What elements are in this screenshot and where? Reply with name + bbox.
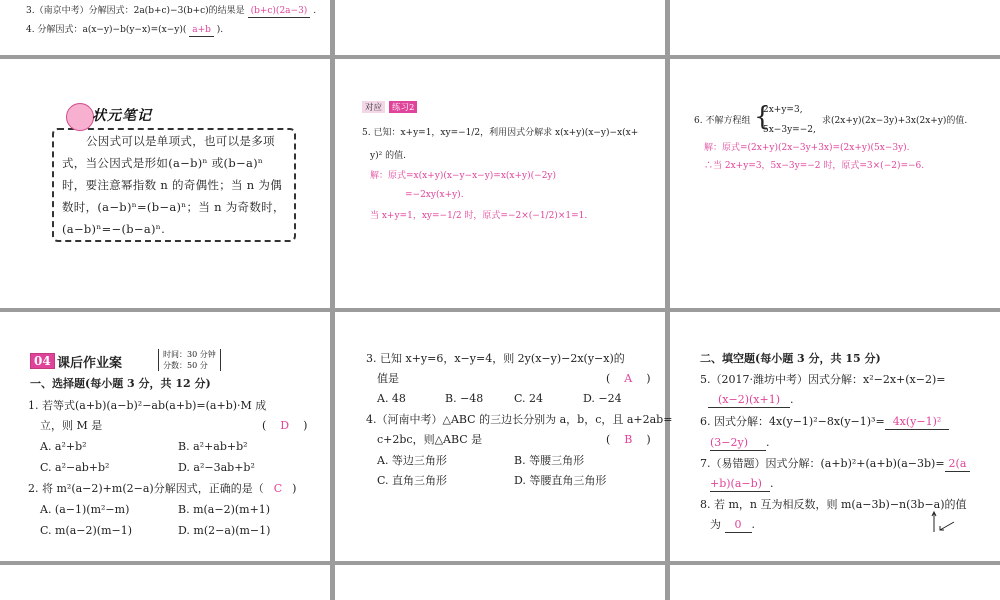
tag-duiying: 对应 — [362, 101, 385, 113]
question-text: 4. 分解因式：a(x−y)−b(y−x)=(x−y)( — [26, 25, 187, 35]
hw-q1-opt-a: A. a²+b² — [40, 440, 87, 453]
system-brace: { — [754, 102, 771, 132]
system-eq1: 2x+y=3, — [763, 105, 803, 115]
panel-mid-middle — [335, 59, 665, 308]
mid-q3-opt-b: B. −48 — [445, 392, 484, 405]
question-text: 7.（易错题）因式分解：(a+b)²+(a+b)(a−3b)= — [700, 457, 945, 470]
question-6-pre: 6. 不解方程组 — [694, 116, 751, 126]
q6-solution-line1: 解：原式=(2x+y)(2x−3y+3x)=(2x+y)(5x−3y). — [704, 143, 910, 153]
mid-q3-line1: 3. 已知 x+y=6，x−y=4，则 2y(x−y)−2x(y−x)的 — [366, 352, 625, 365]
right-q7-text — [700, 457, 970, 472]
q6-solution-line2: ∴当 2x+y=3，5x−3y=−2 时，原式=3×(−2)=−6. — [704, 161, 925, 171]
mid-q4-opt-c: C. 直角三角形 — [377, 474, 448, 487]
answer-choice: C — [273, 482, 283, 495]
mid-q4-line1: 4.（河南中考）△ABC 的三边长分别为 a，b，c，且 a+2ab= — [366, 413, 673, 426]
right-q8-line1: 8. 若 m，n 互为相反数，则 m(a−3b)−n(3b−a)的值 — [700, 498, 967, 511]
question-5-line1: 5. 已知：x+y=1，xy=−1/2，利用因式分解求 x(x+y)(x−y)−x(x+ — [362, 128, 639, 138]
answer-blank-continued: +b)(a−b) — [710, 477, 770, 492]
mid-q3-line2: 值是 — [377, 372, 399, 385]
panel-mid-right — [670, 59, 1000, 308]
hw-q1-line1: 1. 若等式(a+b)(a−b)²−ab(a+b)=(a+b)·M 成 — [28, 399, 267, 412]
answer-blank: 0 — [725, 518, 752, 533]
panel-top-right — [670, 0, 1000, 55]
answer-blank: a+b — [189, 24, 214, 37]
mid-q4-opt-a: A. 等边三角形 — [377, 454, 447, 467]
question-5-line2: y)² 的值. — [370, 151, 406, 161]
mid-q4-opt-d: D. 等腰直角三角形 — [514, 474, 607, 487]
question-3-top — [26, 5, 316, 18]
question-text: 2. 将 m²(a−2)+m(2−a)分解因式，正确的是（ — [28, 482, 264, 495]
hw-q1-opt-b: B. a²+ab+b² — [178, 440, 248, 453]
answer-blank: (b+c)(2a−3) — [248, 5, 311, 18]
right-q6-text — [700, 415, 949, 430]
note-body: 公因式可以是单项式，也可以是多项式，当公因式是形如(a−b)ⁿ 或(b−a)ⁿ 时，要注意幂指数 n 的奇偶性；当 n 为偶数时，(a−b)ⁿ=(b−a)ⁿ；当 n 为奇数时，(a−b)ⁿ=−(b−a)ⁿ. — [62, 134, 285, 236]
panel-row4-right — [670, 565, 1000, 600]
axis-sketch-icon — [928, 510, 960, 534]
panel-top-middle — [335, 0, 665, 55]
question-text: 3.（南京中考）分解因式：2a(b+c)−3(b+c)的结果是 — [26, 6, 245, 16]
hw-q1-line2: 立，则 M 是 — [40, 419, 103, 432]
mid-q3-opt-d: D. −24 — [583, 392, 622, 405]
answer-choice: D — [280, 419, 290, 432]
hw-q2-opt-c: C. m(a−2)(m−1) — [40, 524, 133, 537]
note-title: 状元笔记 — [92, 108, 152, 124]
system-eq2: 5x−3y=−2, — [763, 125, 816, 135]
hw-q2-line1: 2. 将 m²(a−2)+m(2−a)分解因式，正确的是（ C ) — [28, 482, 297, 495]
homework-title: 课后作业案 — [57, 356, 123, 371]
right-q6-answer-cont: (3−2y) . — [710, 436, 770, 449]
hw-q2-opt-d: D. m(2−a)(m−1) — [178, 524, 271, 537]
time-limit: 时间：30 分钟 — [163, 350, 216, 359]
right-q7-answer-cont: +b)(a−b) . — [710, 477, 774, 490]
hw-q2-opt-a: A. (a−1)(m²−m) — [40, 503, 130, 516]
hw-q1-answer: ( D ) — [262, 419, 308, 432]
score-total: 分数：50 分 — [163, 361, 208, 370]
answer-choice: B — [624, 433, 633, 446]
question-text: 6. 因式分解：4x(y−1)²−8x(y−1)³= — [700, 415, 885, 428]
mid-q4-opt-b: B. 等腰三角形 — [514, 454, 585, 467]
time-score-box — [158, 349, 221, 371]
answer-blank: (x−2)(x+1) — [708, 393, 790, 408]
panel-row4-middle — [335, 565, 665, 600]
mid-q3-opt-a: A. 48 — [377, 392, 406, 405]
question-text: 为 — [710, 518, 721, 531]
panel-row4-left — [0, 565, 330, 600]
section-1-heading: 一、选择题(每小题 3 分，共 12 分) — [30, 377, 211, 390]
answer-blank-continued: (3−2y) — [710, 436, 766, 451]
hw-q1-opt-c: C. a²−ab+b² — [40, 461, 110, 474]
question-6-post: 求(2x+y)(2x−3y)+3x(2x+y)的值. — [822, 116, 968, 126]
question-end: . — [313, 6, 317, 16]
tag-practice: 练习2 — [389, 101, 417, 113]
mid-q4-line2: c+2bc，则△ABC 是 — [377, 433, 483, 446]
answer-blank: 2(a — [945, 457, 971, 472]
answer-choice: A — [624, 372, 633, 385]
question-end: ). — [216, 25, 224, 35]
mid-q3-answer: ( A ) — [606, 372, 651, 385]
solution-line2: =−2xy(x+y). — [405, 190, 464, 200]
solution-line3: 当 x+y=1，xy=−1/2 时，原式=−2×(−1/2)×1=1. — [370, 211, 588, 221]
section-number: 04 — [30, 353, 55, 369]
solution-line1: 解：原式=x(x+y)(x−y−x−y)=x(x+y)(−2y) — [370, 171, 557, 181]
hw-q2-opt-b: B. m(a−2)(m+1) — [178, 503, 271, 516]
right-q8-line2: 为 0 . — [710, 518, 755, 531]
question-4-top — [26, 24, 223, 37]
mid-q3-opt-c: C. 24 — [514, 392, 544, 405]
answer-blank: 4x(y−1)² — [885, 415, 950, 430]
hw-q1-opt-d: D. a²−3ab+b² — [178, 461, 255, 474]
right-q5-answer: (x−2)(x+1) . — [708, 393, 794, 408]
mid-q4-answer: ( B ) — [606, 433, 651, 446]
section-2-heading: 二、填空题(每小题 3 分，共 15 分) — [700, 352, 881, 365]
mascot-icon — [66, 103, 94, 131]
right-q5-text: 5.（2017·潍坊中考）因式分解：x²−2x+(x−2)= — [700, 373, 946, 386]
